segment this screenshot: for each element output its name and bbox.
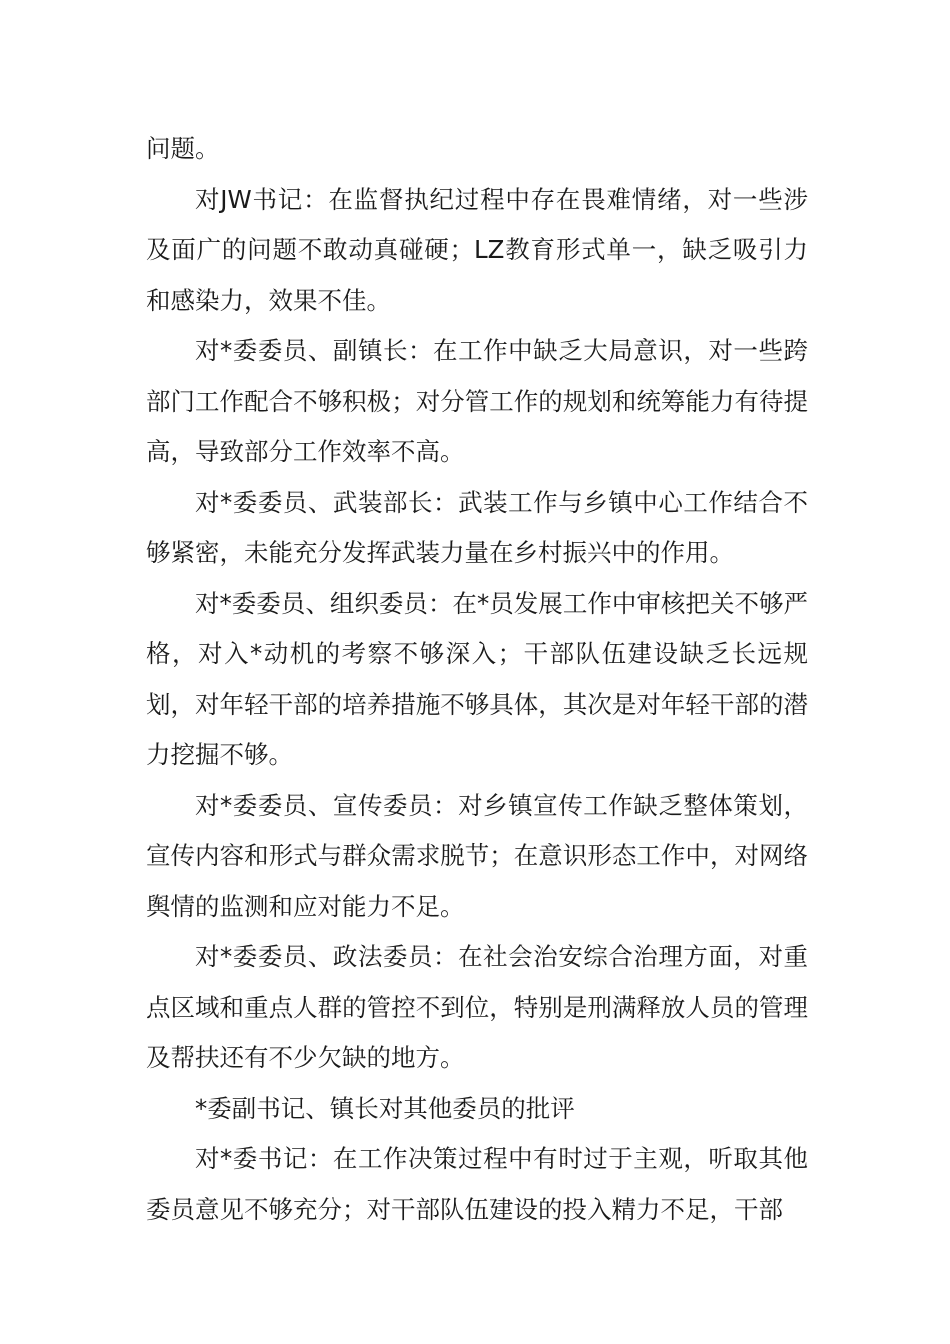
paragraph-organization-member: 对*委委员、组织委员：在*员发展工作中审核把关不够严格，对入*动机的考察不够深入；干部队伍建设缺乏长远规划，对年轻干部的培养措施不够具体，其次是对年轻干部的潜力挖掘不够。: [146, 588, 808, 769]
paragraph-deputy-mayor: 对*委委员、副镇长：在工作中缺乏大局意识，对一些跨部门工作配合不够积极；对分管工作的规划和统筹能力有待提高，导致部分工作效率不高。: [146, 336, 808, 466]
paragraph-armed-forces-minister: 对*委委员、武装部长：武装工作与乡镇中心工作结合不够紧密，未能充分发挥武装力量在乡村振兴中的作用。: [146, 487, 808, 567]
paragraph-continuation: 问题。: [146, 134, 220, 163]
paragraph-jw-secretary: 对JW书记：在监督执纪过程中存在畏难情绪，对一些涉及面广的问题不敢动真碰硬；LZ教育形式单一，缺乏吸引力和感染力，效果不佳。: [146, 184, 808, 315]
paragraph-party-secretary: 对*委书记：在工作决策过程中有时过于主观，听取其他委员意见不够充分；对干部队伍建设的投入精力不足，干部: [146, 1144, 808, 1224]
paragraph-political-legal-member: 对*委委员、政法委员：在社会治安综合治理方面，对重点区域和重点人群的管控不到位，特别是刑满释放人员的管理及帮扶还有不少欠缺的地方。: [146, 942, 808, 1072]
document-body: [146, 124, 808, 1235]
paragraph-publicity-member: 对*委委员、宣传委员：对乡镇宣传工作缺乏整体策划，宣传内容和形式与群众需求脱节；在意识形态工作中，对网络舆情的监测和应对能力不足。: [146, 790, 808, 921]
section-heading-mayor-criticism: *委副书记、镇长对其他委员的批评: [195, 1093, 575, 1123]
